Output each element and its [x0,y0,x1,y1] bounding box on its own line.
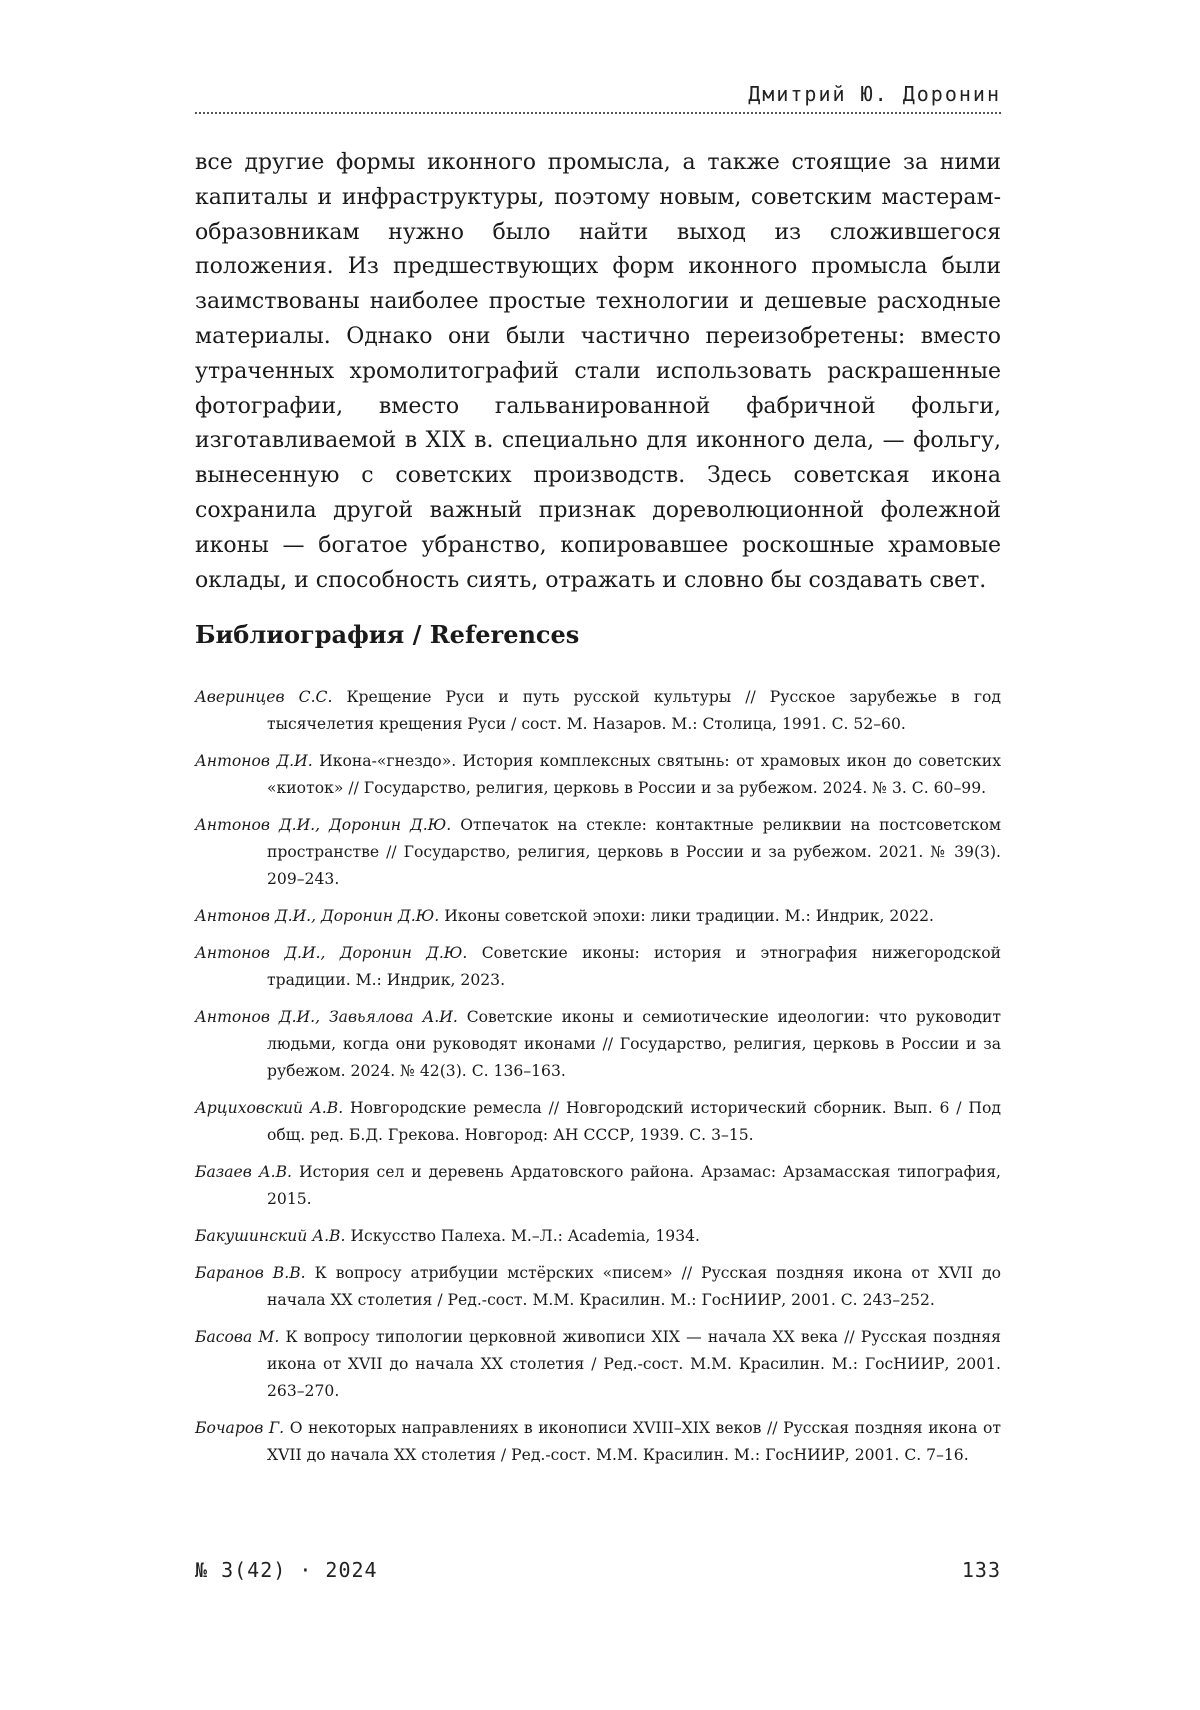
issue-number: № 3(42) · 2024 [195,1558,378,1582]
reference-author: Бочаров Г. [195,1419,285,1437]
reference-author: Баранов В.В. [195,1264,306,1282]
reference-text: Отпечаток на стекле: контактные реликвии на постсоветском пространстве // Государство, религия, церковь в России и за рубежом. 2021. № 39(3). 209–243. [267,816,1002,888]
reference-author: Антонов Д.И., Завьялова А.И. [195,1008,458,1026]
reference-text: Иконы советской эпохи: лики традиции. М.: Индрик, 2022. [444,907,935,925]
reference-text: Икона-«гнездо». История комплексных святынь: от храмовых икон до советских «киоток» // Государство, религия, церковь в России и за рубежом. 2024. № 3. С. 60–99. [267,752,1001,797]
reference-text: О некоторых направлениях в иконописи XVIII–XIX веков // Русская поздняя икона от XVII до начала XX столетия / Ред.-сост. М.М. Красилин. М.: ГосНИИР, 2001. С. 7–16. [267,1419,1001,1464]
reference-text: Советские иконы и семиотические идеологии: что руководит людьми, когда они руководят иконами // Государство, религия, церковь в России и за рубежом. 2024. № 42(3). С. 136–163. [267,1008,1001,1080]
header-dotted-rule [195,112,1001,114]
reference-item [195,903,1001,930]
reference-author: Антонов Д.И., Доронин Д.Ю. [195,816,452,834]
reference-author: Антонов Д.И., Доронин Д.Ю. [195,944,468,962]
reference-item [195,1260,1001,1314]
reference-item [195,1095,1001,1149]
reference-text: История сел и деревень Ардатовского района. Арзамас: Арзамасская типография, 2015. [267,1163,1001,1208]
reference-list [195,684,1001,1479]
reference-item [195,940,1001,994]
reference-author: Базаев А.В. [195,1163,292,1181]
page-number: 133 [961,1558,1001,1582]
reference-item [195,1324,1001,1405]
reference-author: Арциховский А.В. [195,1099,344,1117]
reference-author: Бакушинский А.В. [195,1227,346,1245]
bibliography-heading: Библиография / References [195,620,580,649]
reference-author: Антонов Д.И. [195,752,313,770]
running-head: Дмитрий Ю. Доронин [748,82,1001,106]
reference-author: Басова М. [195,1328,280,1346]
body-paragraph: все другие формы иконного промысла, а также стоящие за ними капиталы и инфраструктуры, поэтому новым, советским мастерам-образовникам нужно было найти выход из сложившегося положения. Из предшествующих форм иконного промысла были заимствованы наиболее простые технологии и дешевые расходные материалы. Однако они были частично переизобретены: вместо утраченных хромолитографий стали использовать раскрашенные фотографии, вместо гальванированной фабричной фольги, изготавливаемой в XIX в. специально для иконного дела, — фольгу, вынесенную с советских производств. Здесь советская икона сохранила другой важный признак дореволюционной фолежной иконы — богатое убранство, копировавшее роскошные храмовые оклады, и способность сиять, отражать и словно бы создавать свет. [195,150,1001,593]
reference-author: Аверинцев С.С. [195,688,333,706]
reference-item [195,812,1001,893]
reference-item [195,748,1001,802]
reference-text: Крещение Руси и путь русской культуры // Русское зарубежье в год тысячелетия крещения Руси / сост. М. Назаров. М.: Столица, 1991. С. 52–60. [267,688,1001,733]
reference-item [195,1004,1001,1085]
reference-text: К вопросу атрибуции мстёрских «писем» // Русская поздняя икона от XVII до начала XX столетия / Ред.-сост. М.М. Красилин. М.: ГосНИИР, 2001. С. 243–252. [267,1264,1001,1309]
reference-item [195,684,1001,738]
reference-item [195,1415,1001,1469]
reference-item [195,1223,1001,1250]
reference-text: Искусство Палеха. М.–Л.: Academia, 1934. [350,1227,700,1245]
reference-author: Антонов Д.И., Доронин Д.Ю. [195,907,440,925]
reference-text: К вопросу типологии церковной живописи XIX — начала XX века // Русская поздняя икона от XVII до начала XX столетия / Ред.-сост. М.М. Красилин. М.: ГосНИИР, 2001. 263–270. [267,1328,1001,1400]
reference-text: Советские иконы: история и этнография нижегородской традиции. М.: Индрик, 2023. [267,944,1001,989]
reference-text: Новгородские ремесла // Новгородский исторический сборник. Вып. 6 / Под общ. ред. Б.Д. Грекова. Новгород: АН СССР, 1939. С. 3–15. [267,1099,1001,1144]
reference-item [195,1159,1001,1213]
